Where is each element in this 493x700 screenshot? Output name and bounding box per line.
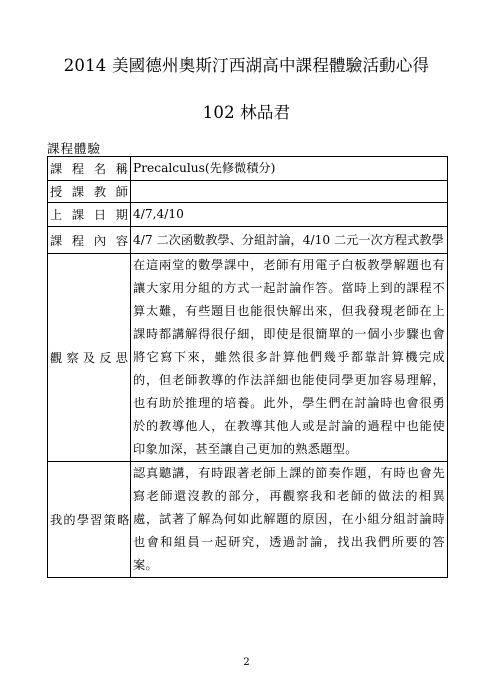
page-number: 2 [243, 657, 250, 668]
table-row-content [48, 227, 448, 254]
teacher-label: 授課教師 [48, 181, 131, 203]
document-title: 2014 美國德州奧斯汀西湖高中課程體驗活動心得 [63, 56, 430, 75]
course-table [47, 156, 448, 578]
strategy-label: 我的學習策略 [48, 462, 131, 578]
table-row-course-name [48, 157, 448, 181]
section-label: 課程體驗 [47, 141, 102, 156]
date-value: 4/7,4/10 [131, 203, 448, 227]
course-name-label: 課程名稱 [48, 157, 131, 181]
table-row-date [48, 203, 448, 227]
reflection-value: 在這兩堂的數學課中，老師有用電子白板教學解題也有讓大家用分組的方式一起討論作答。當時上到的課程不算太難，有些題目也能很快解出來，但我發現老師在上課時都講解得很仔細，即使是很簡單的一個小步驟也會將它寫下來，雖然很多計算他們幾乎都靠計算機完成的，但老師教導的作法詳細也能使同學更加容易理解，也有助於推理的培養。此外，學生們在討論時也會很勇於的教導他人，在教導其他人或是討論的過程中也能使印象加深，甚至讓自己更加的熟悉題型。 [131, 254, 448, 462]
teacher-value [131, 181, 448, 203]
table-row-reflection [48, 254, 448, 462]
strategy-value: 認真聽講，有時跟著老師上課的節奏作題，有時也會先寫老師還沒教的部分，再觀察我和老師的做法的相異處，試著了解為何如此解題的原因，在小組分組討論時也會和組員一起研究，透過討論，找出我們所要的答案。 [131, 462, 448, 578]
date-label: 上課日期 [48, 203, 131, 227]
content-value: 4/7 二次函數教學、分組討論，4/10 二元一次方程式教學 [131, 227, 448, 254]
reflection-label: 觀察及反思 [48, 254, 131, 462]
course-name-value: Precalculus(先修微積分) [131, 157, 448, 181]
table-row-strategy [48, 462, 448, 578]
table-row-teacher [48, 181, 448, 203]
content-label: 課程內容 [48, 227, 131, 254]
author-name: 102 林品君 [202, 103, 291, 122]
